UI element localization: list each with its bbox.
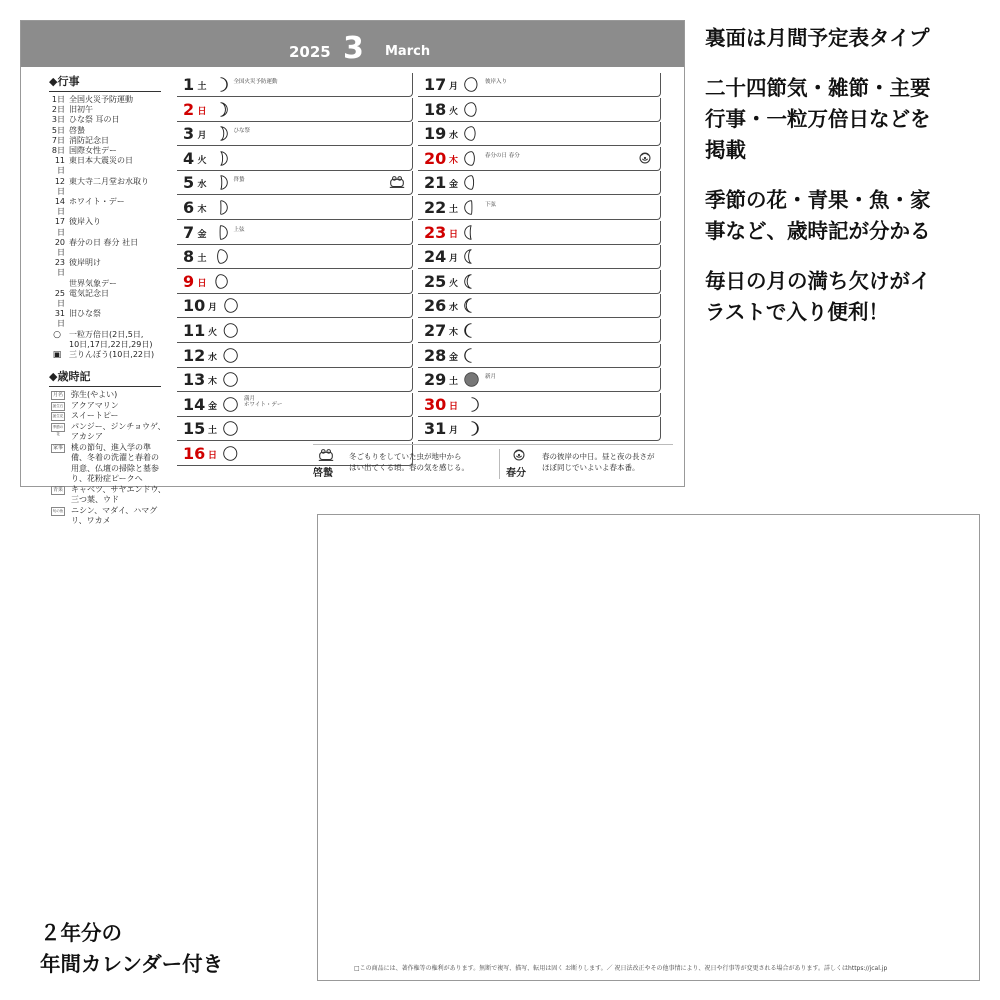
day-weekday: 金 bbox=[449, 180, 459, 191]
moon-phase-icon bbox=[212, 174, 229, 191]
day-weekday: 水 bbox=[449, 303, 459, 314]
moon-phase-icon bbox=[222, 322, 239, 339]
saijiki-tag: 誕生花 bbox=[51, 412, 65, 421]
day-number: 8 bbox=[183, 247, 195, 267]
saijiki-tag: 月名 bbox=[52, 392, 63, 399]
moon-phase-icon bbox=[463, 322, 480, 339]
event-item bbox=[49, 340, 181, 350]
event-date: 23日 bbox=[54, 258, 65, 278]
saijiki-text: キャベツ、サヤエンドウ、三つ葉、ウド bbox=[71, 484, 166, 505]
day-number: 13 bbox=[183, 370, 206, 390]
event-item bbox=[49, 146, 181, 156]
event-item bbox=[49, 177, 181, 197]
day-row[interactable] bbox=[177, 171, 413, 195]
day-row[interactable] bbox=[418, 196, 661, 220]
keichitsu-icon bbox=[317, 447, 335, 463]
day-number: 17 bbox=[424, 75, 447, 94]
event-date: 1日 bbox=[51, 95, 65, 104]
moon-phase-icon bbox=[222, 445, 239, 462]
moon-phase-icon bbox=[212, 76, 229, 93]
moon-phase-icon bbox=[212, 101, 229, 118]
event-item bbox=[49, 350, 181, 360]
day-number: 20 bbox=[424, 148, 447, 168]
moon-phase-icon bbox=[222, 347, 239, 364]
event-text: 彼岸入り bbox=[69, 217, 101, 227]
caption-line: 季節の花・青果・魚・家 bbox=[705, 188, 931, 212]
caption-line: 毎日の月の満ち欠けがイ bbox=[705, 269, 931, 293]
day-note: 春分の日 春分 bbox=[485, 152, 520, 159]
day-number: 18 bbox=[424, 99, 447, 119]
day-weekday: 金 bbox=[197, 229, 207, 240]
event-item bbox=[49, 309, 181, 329]
moon-phase-icon bbox=[463, 396, 480, 413]
event-text: ホワイト・デー bbox=[69, 197, 125, 207]
event-text: 一粒万倍日(2日,5日, bbox=[69, 329, 144, 339]
event-date: 12日 bbox=[54, 176, 65, 196]
moon-phase-icon bbox=[463, 174, 480, 191]
moon-phase-icon bbox=[212, 224, 229, 241]
day-row[interactable] bbox=[177, 319, 413, 343]
sekki-description: 春の彼岸の中日。昼と夜の長さが ほぼ同じでいよいよ春本番。 bbox=[542, 452, 655, 472]
day-weekday: 月 bbox=[208, 303, 218, 314]
saijiki-text: 桃の節句、進入学の準備、冬着の洗濯と春着の用意、仏壇の掃除と墓参り、花粉症ピークへ bbox=[71, 442, 159, 484]
day-row[interactable] bbox=[177, 73, 413, 97]
event-date: 7日 bbox=[51, 135, 65, 145]
event-text: 全国火災予防運動 bbox=[69, 95, 133, 104]
moon-phase-icon bbox=[212, 125, 229, 142]
event-date: 14日 bbox=[54, 197, 65, 217]
event-item bbox=[49, 330, 181, 340]
day-number: 24 bbox=[424, 247, 447, 267]
event-text: ひな祭 耳の日 bbox=[69, 115, 120, 125]
event-date: 17日 bbox=[54, 217, 65, 237]
saijiki-item bbox=[49, 485, 181, 506]
day-row[interactable] bbox=[177, 147, 413, 171]
caption-line: 行事・一粒万倍日などを bbox=[705, 107, 931, 131]
moon-phase-icon bbox=[463, 125, 480, 142]
day-weekday: 火 bbox=[449, 278, 459, 289]
yearly-calendar-page bbox=[317, 514, 980, 981]
event-date: 3日 bbox=[51, 115, 65, 125]
day-weekday: 月 bbox=[449, 426, 459, 437]
moon-phase-icon bbox=[222, 396, 239, 413]
day-note: 満月 ホワイト・デー bbox=[244, 395, 283, 409]
saijiki-text: 弥生(やよい) bbox=[71, 390, 118, 400]
event-item bbox=[49, 115, 181, 125]
caption-line bbox=[705, 54, 931, 73]
event-text: 旧初午 bbox=[69, 105, 93, 115]
event-item bbox=[49, 197, 181, 217]
day-note: 上弦 bbox=[233, 226, 245, 233]
day-weekday: 日 bbox=[449, 229, 459, 240]
event-date: 31日 bbox=[54, 309, 65, 329]
day-weekday: 木 bbox=[449, 155, 459, 166]
day-number: 9 bbox=[183, 271, 195, 291]
sekki-name: 啓蟄 bbox=[313, 468, 333, 479]
sekki-flower-icon bbox=[636, 150, 654, 166]
event-item bbox=[49, 136, 181, 146]
day-number: 28 bbox=[424, 345, 447, 365]
day-row[interactable] bbox=[418, 122, 661, 146]
day-number: 27 bbox=[424, 321, 447, 340]
event-text: 消防記念日 bbox=[69, 135, 109, 145]
saijiki-item bbox=[49, 401, 181, 412]
moon-phase-icon bbox=[463, 199, 480, 216]
day-number: 6 bbox=[183, 198, 195, 217]
day-row[interactable] bbox=[177, 245, 413, 269]
moon-phase-icon bbox=[222, 420, 239, 437]
event-date bbox=[49, 340, 69, 350]
event-item bbox=[49, 289, 181, 309]
saijiki-text: ニシン、マダイ、ハマグリ、ワカメ bbox=[71, 505, 158, 526]
day-row[interactable] bbox=[177, 417, 413, 441]
day-number: 30 bbox=[424, 394, 447, 414]
saijiki-tag: 誕生石 bbox=[51, 402, 65, 411]
moon-phase-icon bbox=[463, 224, 480, 241]
monthly-calendar-page bbox=[20, 20, 685, 526]
month-header-bar bbox=[21, 21, 684, 67]
event-date: ▣ bbox=[52, 350, 62, 361]
moon-phase-icon bbox=[212, 273, 229, 290]
day-weekday: 火 bbox=[208, 328, 218, 338]
moon-phase-icon bbox=[463, 297, 480, 314]
event-item bbox=[49, 156, 181, 176]
day-number: 14 bbox=[183, 394, 206, 414]
moon-phase-icon bbox=[212, 199, 229, 216]
saijiki-tag: 季節の花 bbox=[52, 424, 64, 436]
day-weekday: 金 bbox=[449, 352, 459, 363]
moon-phase-icon bbox=[463, 150, 480, 167]
event-text: 東大寺二月堂お水取り bbox=[69, 176, 149, 186]
day-row[interactable] bbox=[418, 245, 661, 269]
day-note: ひな祭 bbox=[233, 128, 251, 135]
day-row[interactable] bbox=[418, 221, 661, 245]
day-weekday: 土 bbox=[208, 426, 218, 437]
day-row[interactable] bbox=[177, 294, 413, 318]
day-row[interactable] bbox=[418, 319, 661, 343]
saijiki-list bbox=[49, 390, 181, 527]
day-note: 下弦 bbox=[485, 202, 497, 208]
day-number: 15 bbox=[183, 419, 206, 439]
day-row[interactable] bbox=[418, 147, 661, 171]
event-date: 5日 bbox=[51, 125, 65, 135]
day-row[interactable] bbox=[177, 196, 413, 220]
saijiki-tag: 旬の魚 bbox=[51, 507, 65, 516]
day-weekday: 木 bbox=[197, 205, 207, 215]
day-weekday: 水 bbox=[449, 131, 459, 142]
day-row[interactable] bbox=[418, 393, 661, 417]
day-weekday: 金 bbox=[208, 401, 218, 412]
event-item bbox=[49, 126, 181, 136]
saijiki-text: パンジー、ジンチョウゲ、アカシア bbox=[71, 421, 166, 442]
day-number: 29 bbox=[424, 370, 447, 390]
day-row[interactable] bbox=[418, 417, 661, 441]
day-number: 22 bbox=[424, 198, 447, 217]
day-row[interactable] bbox=[177, 368, 413, 392]
saijiki-heading: ◆歳時記 bbox=[49, 368, 161, 387]
moon-phase-icon bbox=[463, 273, 480, 290]
day-weekday: 日 bbox=[208, 451, 218, 461]
event-text: 10日,17日,22日,29日) bbox=[69, 339, 153, 349]
caption-bottom-left bbox=[40, 918, 223, 980]
day-number: 16 bbox=[183, 444, 206, 463]
month-header-name: March bbox=[385, 44, 431, 59]
month-header-year: 2025 bbox=[289, 43, 331, 61]
moon-phase-icon bbox=[212, 248, 229, 265]
caption-line: ２年分の bbox=[40, 921, 122, 945]
caption-line: 二十四節気・雑節・主要 bbox=[705, 76, 931, 100]
moon-phase-icon bbox=[463, 76, 480, 93]
day-number: 26 bbox=[424, 296, 447, 316]
caption-line: ラストで入り便利！ bbox=[705, 300, 889, 324]
shunbun-icon bbox=[510, 447, 528, 463]
day-weekday: 月 bbox=[449, 254, 459, 265]
day-number: 23 bbox=[424, 222, 447, 242]
day-weekday: 土 bbox=[449, 377, 459, 388]
event-date bbox=[49, 279, 69, 289]
day-row[interactable] bbox=[177, 221, 413, 245]
event-date: 25日 bbox=[54, 288, 65, 309]
day-number: 21 bbox=[424, 173, 447, 193]
day-number: 31 bbox=[424, 419, 447, 439]
moon-phase-icon bbox=[222, 371, 239, 388]
day-note: 全国火災予防運動 bbox=[233, 79, 278, 85]
day-number: 7 bbox=[183, 222, 195, 242]
day-number: 19 bbox=[424, 124, 447, 144]
day-weekday: 火 bbox=[449, 106, 459, 117]
day-number: 1 bbox=[183, 75, 195, 94]
saijiki-item bbox=[49, 390, 181, 401]
event-date: 2日 bbox=[51, 105, 65, 115]
day-number: 12 bbox=[183, 345, 206, 365]
day-number: 10 bbox=[183, 296, 206, 316]
event-text: 彼岸明け bbox=[69, 258, 101, 268]
day-row[interactable] bbox=[418, 73, 661, 97]
caption-line bbox=[705, 166, 931, 185]
yearly-footnote: □この商品には、著作権等の権利があります。無断で複写、描写、転用は固く お断りします。／ 祝日法改正やその他事情により、祝日や行事等が変更される場合があります。詳しくはhttps://jcal.jp bbox=[354, 965, 888, 972]
moon-phase-icon bbox=[463, 347, 480, 364]
saijiki-tag: 家事 bbox=[52, 444, 63, 451]
sekki-description: 冬ごもりをしていた虫が地中から はい出てくる頃。春の気を感じる。 bbox=[349, 452, 469, 472]
caption-right bbox=[705, 23, 931, 328]
saijiki-tag: 青果 bbox=[52, 486, 63, 493]
event-text: 春分の日 春分 社日 bbox=[69, 237, 139, 247]
event-date: 11日 bbox=[54, 156, 65, 176]
event-text: 国際女性デー bbox=[69, 146, 117, 156]
day-weekday: 木 bbox=[449, 328, 459, 338]
event-text: 世界気象デー bbox=[69, 278, 117, 288]
day-row[interactable] bbox=[177, 393, 413, 417]
moon-phase-icon bbox=[463, 420, 480, 437]
day-weekday: 水 bbox=[197, 180, 207, 191]
day-row[interactable] bbox=[418, 344, 661, 368]
day-weekday: 月 bbox=[449, 82, 459, 92]
day-number: 5 bbox=[183, 173, 195, 193]
event-text: 電気記念日 bbox=[69, 288, 109, 298]
day-row[interactable] bbox=[418, 171, 661, 195]
day-number: 2 bbox=[183, 99, 195, 119]
day-weekday: 日 bbox=[449, 401, 459, 412]
caption-line: 年間カレンダー付き bbox=[40, 952, 224, 976]
event-date: 8日 bbox=[51, 146, 65, 156]
day-number: 25 bbox=[424, 271, 447, 291]
events-list bbox=[49, 95, 181, 360]
side-panel bbox=[49, 73, 181, 527]
caption-line: 掲載 bbox=[705, 138, 746, 162]
event-text: 啓蟄 bbox=[69, 125, 85, 135]
sekki-panel bbox=[313, 444, 673, 480]
moon-phase-icon bbox=[463, 248, 480, 265]
month-header-number: 3 bbox=[343, 31, 364, 66]
moon-phase-icon bbox=[212, 150, 229, 167]
day-row[interactable] bbox=[418, 98, 661, 122]
day-weekday: 木 bbox=[208, 377, 218, 388]
saijiki-text: スイートピー bbox=[71, 411, 119, 421]
saijiki-item bbox=[49, 443, 181, 485]
event-item bbox=[49, 95, 181, 105]
saijiki-text: アクアマリン bbox=[71, 400, 119, 410]
sekki-name: 春分 bbox=[506, 468, 526, 479]
sekki-bug-icon bbox=[388, 174, 406, 190]
events-heading: ◆行事 bbox=[49, 73, 161, 92]
day-row[interactable] bbox=[177, 98, 413, 122]
event-item bbox=[49, 238, 181, 258]
caption-line: 事など、歳時記が分かる bbox=[705, 219, 931, 243]
day-row[interactable] bbox=[177, 344, 413, 368]
day-row[interactable] bbox=[418, 368, 661, 392]
day-weekday: 土 bbox=[449, 205, 459, 215]
day-note: 彼岸入り bbox=[485, 79, 508, 85]
day-number: 11 bbox=[183, 321, 206, 340]
caption-line bbox=[705, 247, 931, 266]
day-weekday: 月 bbox=[197, 131, 207, 142]
day-weekday: 水 bbox=[208, 352, 218, 363]
moon-phase-icon bbox=[463, 371, 480, 388]
day-note: 啓蟄 bbox=[233, 177, 245, 184]
event-item bbox=[49, 217, 181, 237]
day-row[interactable] bbox=[418, 270, 661, 294]
day-number: 4 bbox=[183, 148, 195, 168]
event-date: ○ bbox=[53, 329, 61, 340]
day-weekday: 土 bbox=[197, 82, 207, 92]
day-row[interactable] bbox=[177, 122, 413, 146]
event-item bbox=[49, 279, 181, 289]
day-number: 3 bbox=[183, 124, 195, 144]
day-weekday: 土 bbox=[197, 254, 207, 265]
moon-phase-icon bbox=[222, 297, 239, 314]
moon-phase-icon bbox=[463, 101, 480, 118]
day-row[interactable] bbox=[177, 270, 413, 294]
event-text: 東日本大震災の日 bbox=[69, 156, 133, 166]
day-weekday: 火 bbox=[197, 155, 207, 166]
saijiki-item bbox=[49, 506, 181, 527]
event-item bbox=[49, 258, 181, 278]
event-item bbox=[49, 105, 181, 115]
day-row[interactable] bbox=[418, 294, 661, 318]
event-text: 旧ひな祭 bbox=[69, 309, 101, 319]
day-note: 新月 bbox=[485, 374, 497, 381]
caption-line: 裏面は月間予定表タイプ bbox=[705, 26, 930, 50]
event-date: 20日 bbox=[54, 237, 65, 258]
saijiki-item bbox=[49, 411, 181, 422]
saijiki-item bbox=[49, 422, 181, 443]
day-weekday: 日 bbox=[197, 278, 207, 289]
event-text: 三りんぼう(10日,22日) bbox=[69, 350, 155, 360]
sekki-divider bbox=[499, 449, 500, 479]
day-weekday: 日 bbox=[197, 106, 207, 117]
